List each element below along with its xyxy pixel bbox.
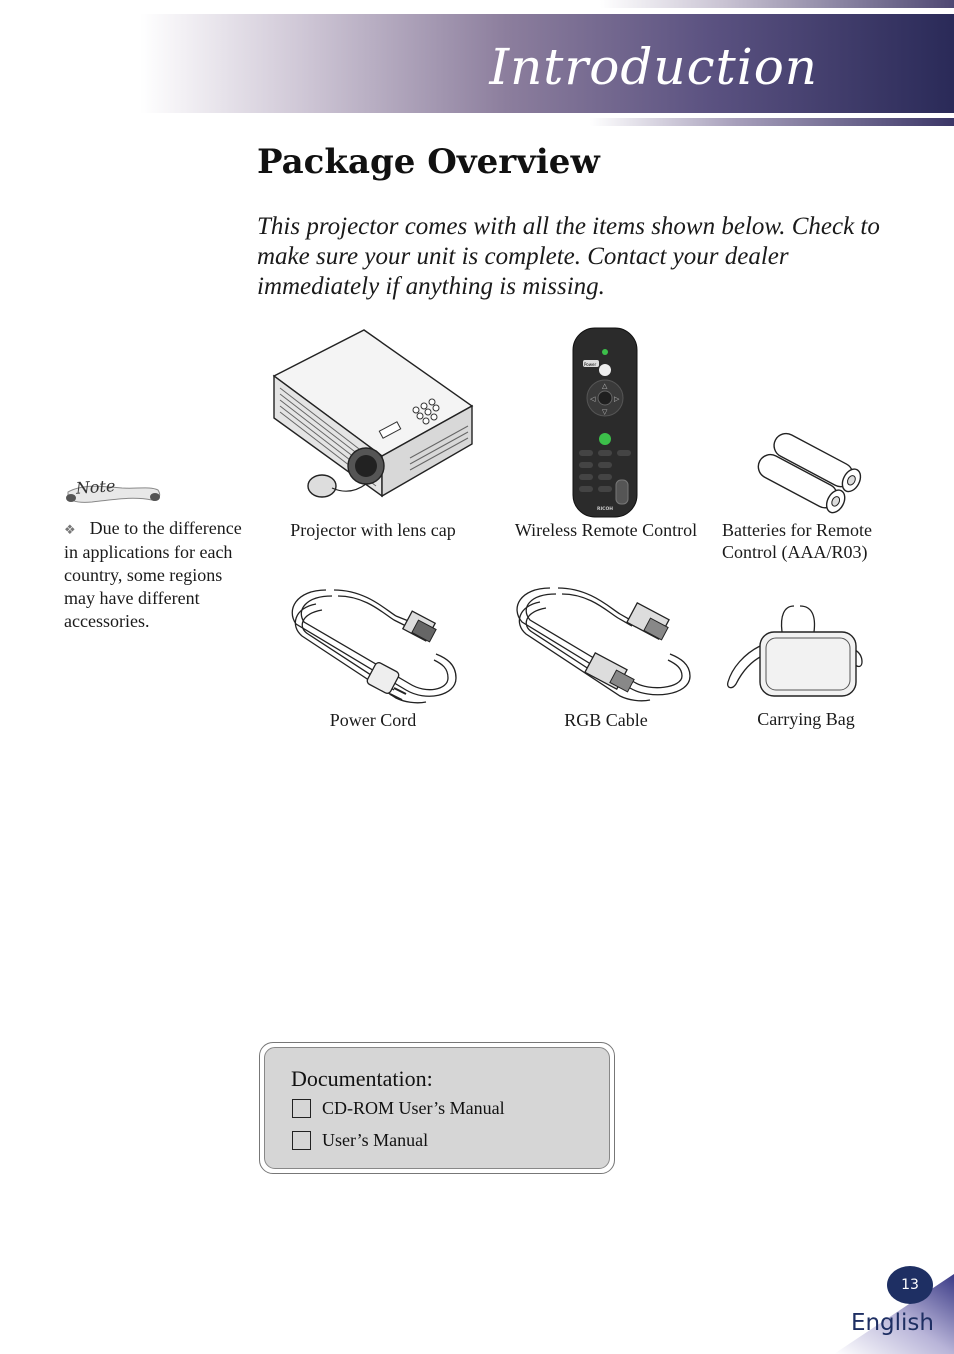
remote-power-label: Power (584, 362, 597, 367)
language-label: English (850, 1310, 934, 1336)
section-title: Package Overview (257, 142, 600, 182)
note-text (64, 517, 254, 633)
doc-item-label: User’s Manual (322, 1130, 429, 1150)
bullet-icon: ❖ (64, 522, 76, 537)
checkbox-icon[interactable] (292, 1099, 311, 1118)
item-caption-carrying-bag: Carrying Bag (757, 709, 855, 729)
note-badge-label: Note (75, 476, 116, 498)
remote-control-icon (571, 326, 639, 519)
documentation-inner (264, 1047, 610, 1169)
intro-paragraph: This projector comes with all the items shown below. Check to make sure your unit is complete. Contact your dealer immediately if anything is missing. (257, 213, 880, 300)
svg-text:◁: ◁ (590, 395, 596, 403)
svg-text:△: △ (602, 382, 608, 390)
svg-text:▷: ▷ (614, 395, 620, 403)
item-caption-power-cord: Power Cord (329, 710, 417, 730)
chapter-title: Introduction (489, 38, 818, 96)
power-cord-icon (286, 580, 460, 706)
carrying-bag-icon (724, 602, 866, 700)
item-caption-projector: Projector with lens cap (290, 520, 456, 540)
documentation-title: Documentation: (291, 1066, 433, 1091)
svg-text:▽: ▽ (602, 408, 608, 416)
item-caption-remote: Wireless Remote Control (514, 520, 698, 540)
note-icon (62, 470, 164, 510)
batteries-icon (750, 428, 862, 516)
documentation-box (259, 1042, 615, 1174)
projector-icon (270, 326, 476, 502)
checkbox-icon[interactable] (292, 1131, 311, 1150)
item-caption-rgb-cable: RGB Cable (564, 710, 648, 730)
doc-item-label: CD-ROM User’s Manual (322, 1098, 505, 1118)
note-body: Due to the difference in applications for each country, some regions may have different accessories. (64, 518, 242, 631)
doc-item-manual (292, 1130, 428, 1151)
header-top-line (600, 0, 954, 8)
header-underline (590, 118, 954, 126)
rgb-cable-icon (510, 580, 696, 706)
page-number: 13 (887, 1266, 933, 1304)
doc-item-cdrom (292, 1098, 505, 1119)
item-caption-batteries: Batteries for Remote Control (AAA/R03) (722, 520, 872, 562)
remote-brand-label: RICOH (597, 507, 614, 512)
